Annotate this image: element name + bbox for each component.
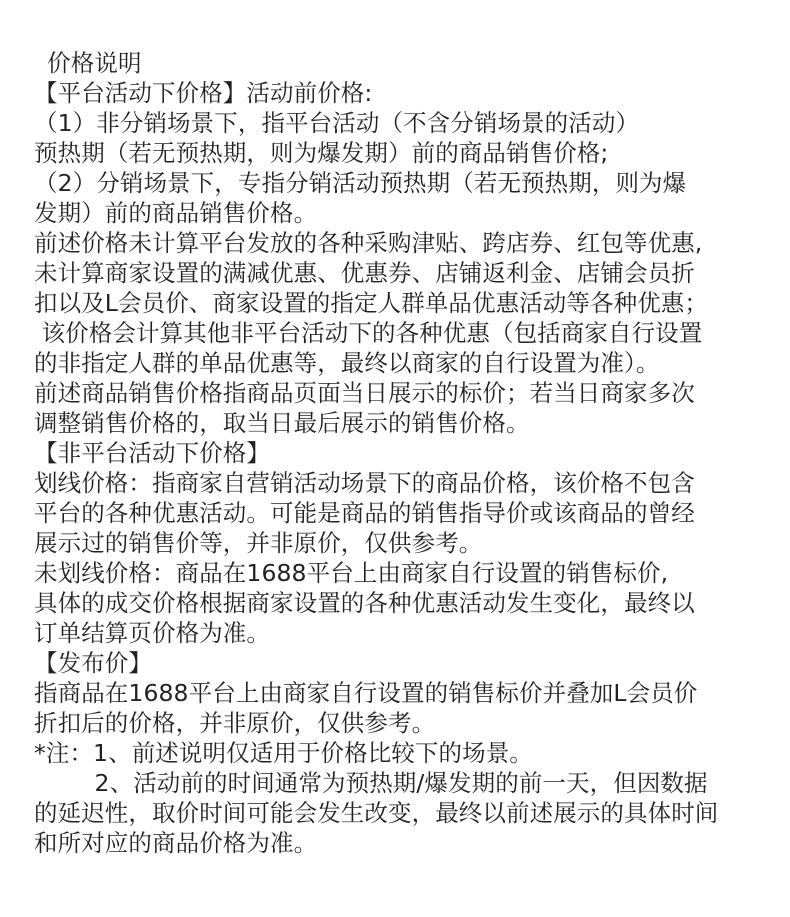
text-line: 订单结算页价格为准。 <box>34 619 270 647</box>
text-line: （2）分销场景下，专指分销活动预热期（若无预热期，则为爆 <box>34 169 687 197</box>
section-heading-publish-price: 【发布价】 <box>34 649 152 677</box>
text-line: 展示过的销售价等，并非原价，仅供参考。 <box>34 529 483 557</box>
text-line: 折扣后的价格，并非原价，仅供参考。 <box>34 709 436 737</box>
text-line: 未计算商家设置的满减优惠、优惠券、店铺返利金、店铺会员折 <box>34 259 695 287</box>
text-line: 平台的各种优惠活动。可能是商品的销售指导价或该商品的曾经 <box>34 499 695 527</box>
text-line: 的非指定人群的单品优惠等，最终以商家的自行设置为准）。 <box>34 349 660 377</box>
note-line: 2、活动前的时间通常为预热期/爆发期的前一天，但因数据 <box>34 769 708 797</box>
text-line: 发期）前的商品销售价格。 <box>34 199 318 227</box>
text-line: 划线价格：指商家自营销活动场景下的商品价格，该价格不包含 <box>34 469 695 497</box>
text-line: （1）非分销场景下，指平台活动（不含分销场景的活动） <box>34 109 640 137</box>
text-line: 具体的成交价格根据商家设置的各种优惠活动发生变化，最终以 <box>34 589 695 617</box>
text-line: 指商品在1688平台上由商家自行设置的销售标价并叠加L会员价 <box>34 679 698 707</box>
text-line: 调整销售价格的，取当日最后展示的销售价格。 <box>34 409 530 437</box>
section-heading-platform-activity: 【平台活动下价格】活动前价格: <box>34 79 373 107</box>
doc-title: 价格说明 <box>32 49 142 77</box>
text-line: 前述商品销售价格指商品页面当日展示的标价；若当日商家多次 <box>34 379 695 407</box>
text-line: 扣以及L会员价、商家设置的指定人群单品优惠活动等各种优惠； <box>34 289 708 317</box>
note-line: *注：1、前述说明仅适用于价格比较下的场景。 <box>34 739 533 767</box>
text-line: 未划线价格：商品在1688平台上由商家自行设置的销售标价, <box>34 559 669 587</box>
text-line: 预热期（若无预热期，则为爆发期）前的商品销售价格; <box>34 139 609 167</box>
note-line: 和所对应的商品价格为准。 <box>34 829 318 857</box>
text-line: 前述价格未计算平台发放的各种采购津贴、跨店券、红包等优惠, <box>34 229 703 257</box>
note-line: 的延迟性，取价时间可能会发生改变，最终以前述展示的具体时间 <box>34 799 719 827</box>
section-heading-non-platform-activity: 【非平台活动下价格】 <box>34 439 270 467</box>
text-line: 该价格会计算其他非平台活动下的各种优惠（包括商家自行设置 <box>34 319 703 347</box>
